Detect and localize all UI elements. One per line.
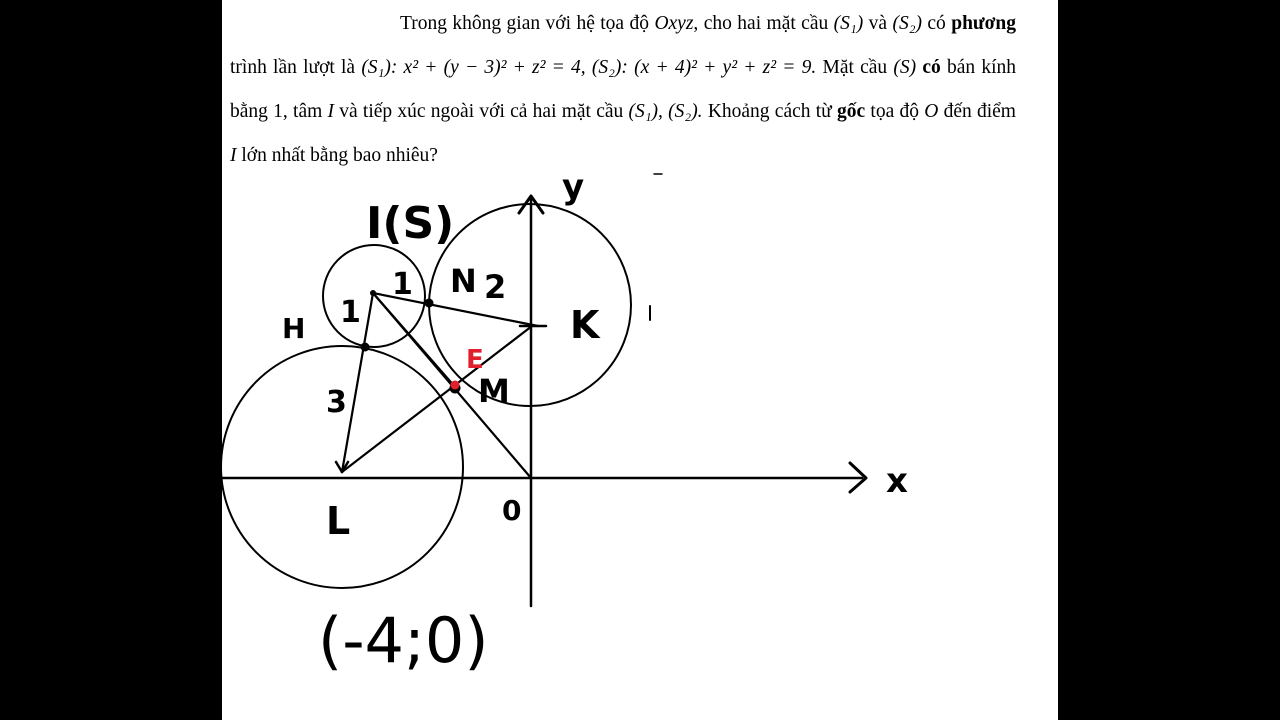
problem-text: , cho hai mặt cầu (693, 13, 829, 34)
equation-s1: (S₁): x² + (y − 3)² + z² = 4, (361, 57, 586, 78)
label-origin: 0 (502, 494, 522, 527)
problem-bold-text: gốc (837, 101, 866, 122)
sphere-s2: (S₂) (892, 13, 922, 34)
label-k: K (570, 303, 600, 347)
label-radius-2: 2 (484, 268, 507, 306)
point-e (451, 381, 460, 390)
problem-text: và tiếp xúc ngoài với cả hai mặt cầu (339, 101, 624, 122)
whiteboard-page (222, 0, 1058, 720)
label-h: H (282, 312, 306, 345)
problem-text: và (868, 13, 888, 34)
label-coord-l: (-4;0) (318, 604, 489, 677)
label-n: N (450, 262, 477, 300)
spheres-s1-s2: (S₁), (S₂). (628, 101, 703, 122)
tick-mark-l (336, 462, 342, 472)
label-axis-y: y (562, 167, 585, 207)
origin-o: O (924, 101, 939, 122)
problem-text: trình lần lượt là (230, 57, 356, 78)
problem-bold-text: có (922, 57, 941, 78)
sphere-s: (S) (893, 57, 917, 78)
problem-text: đến điểm (943, 101, 1016, 122)
label-l: L (326, 499, 351, 543)
problem-lead: Trong không gian với hệ tọa độ (400, 13, 650, 34)
center-i: I (327, 101, 335, 122)
equation-s2: (S₂): (x + 4)² + y² + z² = 9. (591, 57, 817, 78)
problem-text: có (927, 13, 946, 34)
problem-text: Mặt cầu (822, 57, 888, 78)
label-radius-1-left: 1 (340, 295, 361, 330)
problem-text: lớn nhất bằng bao nhiêu? (241, 145, 438, 166)
problem-bold-text: phương (951, 13, 1017, 34)
label-radius-1-top: 1 (392, 267, 413, 302)
coordinate-system: Oxyz (654, 13, 694, 34)
label-e: E (466, 345, 484, 375)
label-i-s: I(S) (366, 198, 455, 249)
sphere-s1: (S₁) (833, 13, 864, 34)
point-h (361, 343, 370, 352)
label-m: M (478, 372, 510, 410)
problem-text: tọa độ (870, 101, 919, 122)
handwritten-sketch (222, 0, 1058, 720)
problem-text: Khoảng cách từ (707, 101, 832, 122)
problem-text: bán kính bằng 1, tâm (230, 57, 1017, 122)
point-i: I (230, 145, 237, 166)
label-radius-3: 3 (326, 385, 347, 420)
point-i (370, 290, 376, 296)
label-axis-x: x (886, 461, 908, 501)
point-n (425, 299, 434, 308)
